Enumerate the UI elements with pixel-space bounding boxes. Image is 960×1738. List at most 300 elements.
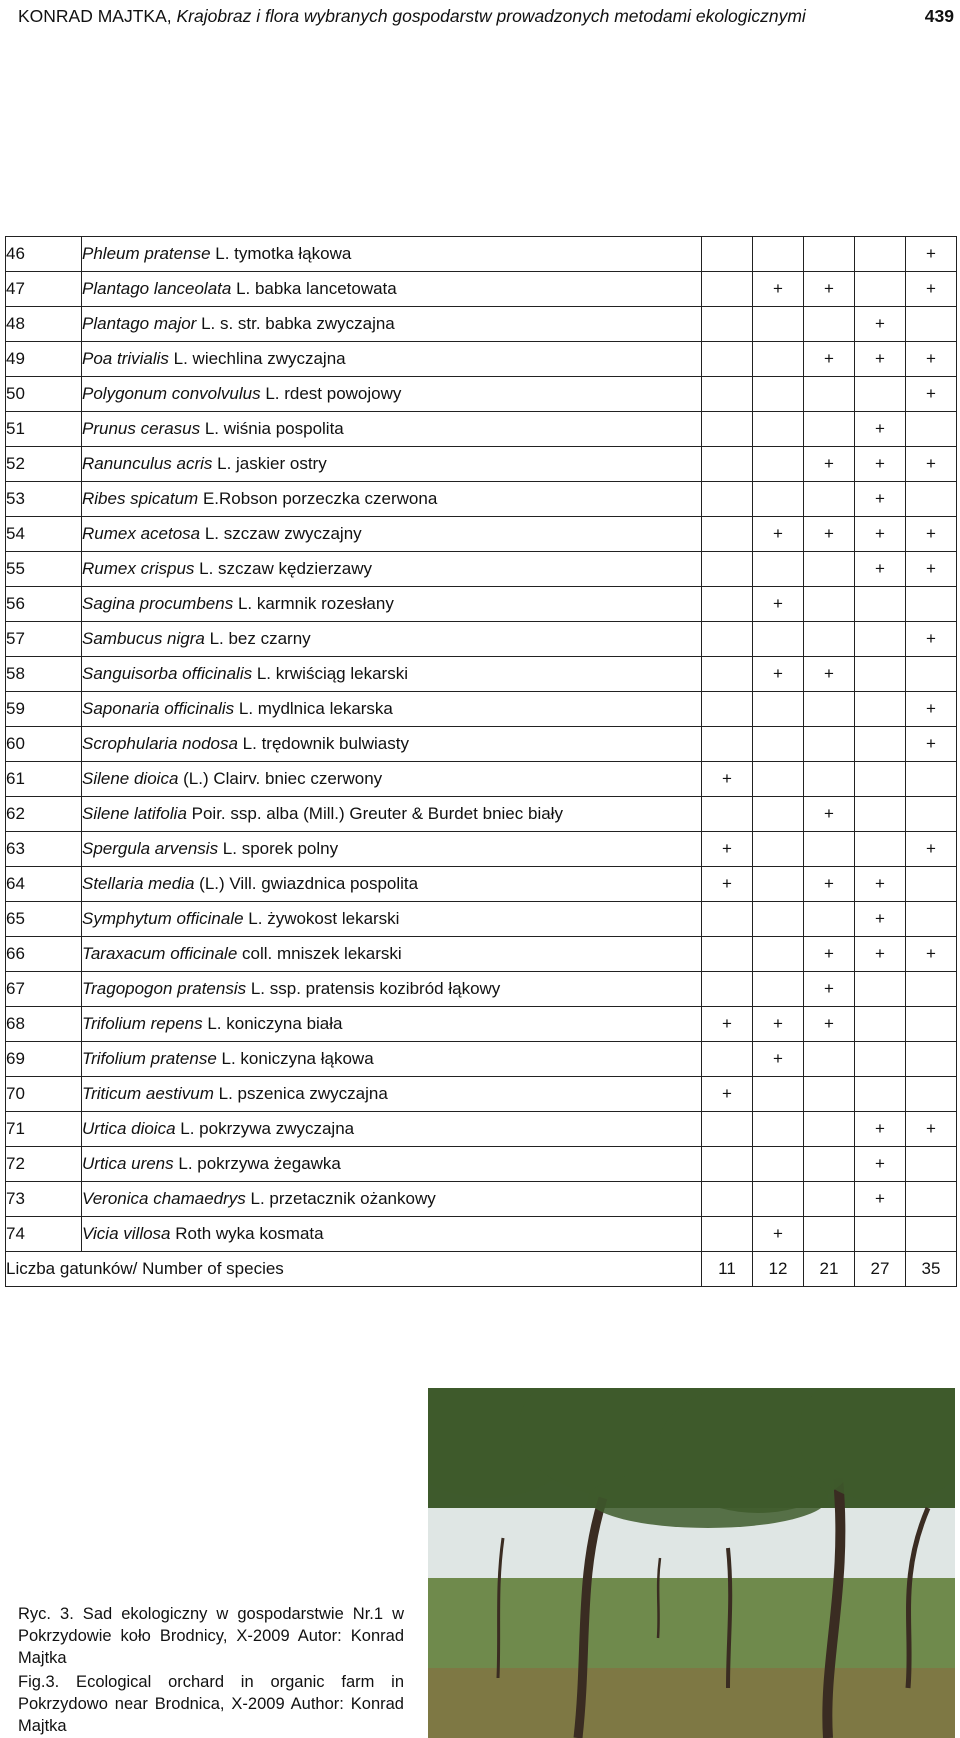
presence-mark-farm-4 bbox=[855, 832, 906, 867]
species-authority-and-common-name: L. pszenica zwyczajna bbox=[213, 1084, 388, 1103]
species-latin-name: Tragopogon pratensis bbox=[82, 979, 247, 998]
presence-mark-farm-4: + bbox=[855, 412, 906, 447]
presence-mark-farm-1 bbox=[702, 692, 753, 727]
species-authority-and-common-name: L. krwiściąg lekarski bbox=[252, 664, 408, 683]
species-name bbox=[82, 1182, 702, 1217]
presence-mark-farm-4 bbox=[855, 1042, 906, 1077]
table-row bbox=[6, 517, 957, 552]
species-latin-name: Spergula arvensis bbox=[82, 839, 219, 858]
table-row bbox=[6, 937, 957, 972]
presence-mark-farm-2 bbox=[753, 692, 804, 727]
presence-mark-farm-1 bbox=[702, 972, 753, 1007]
presence-mark-farm-3 bbox=[804, 1147, 855, 1182]
presence-mark-farm-4 bbox=[855, 797, 906, 832]
presence-mark-farm-5 bbox=[906, 307, 957, 342]
species-name bbox=[82, 412, 702, 447]
summary-count-1: 11 bbox=[702, 1252, 753, 1287]
presence-mark-farm-1 bbox=[702, 622, 753, 657]
species-authority-and-common-name: L. s. str. babka zwyczajna bbox=[196, 314, 395, 333]
running-header bbox=[18, 2, 954, 30]
presence-mark-farm-2 bbox=[753, 1077, 804, 1112]
table-row bbox=[6, 727, 957, 762]
presence-mark-farm-5 bbox=[906, 587, 957, 622]
presence-mark-farm-1 bbox=[702, 797, 753, 832]
summary-label: Liczba gatunków/ Number of species bbox=[6, 1252, 702, 1287]
species-latin-name: Silene latifolia bbox=[82, 804, 187, 823]
species-latin-name: Polygonum convolvulus bbox=[82, 384, 261, 403]
species-latin-name: Scrophularia nodosa bbox=[82, 734, 238, 753]
orchard-photo bbox=[428, 1388, 955, 1738]
species-latin-name: Taraxacum officinale bbox=[82, 944, 238, 963]
presence-mark-farm-1 bbox=[702, 937, 753, 972]
presence-mark-farm-4 bbox=[855, 692, 906, 727]
table-row bbox=[6, 307, 957, 342]
species-table bbox=[5, 236, 957, 1287]
species-authority-and-common-name: L. przetacznik ożankowy bbox=[245, 1189, 436, 1208]
table-row bbox=[6, 1007, 957, 1042]
row-number: 73 bbox=[6, 1182, 82, 1217]
species-latin-name: Prunus cerasus bbox=[82, 419, 201, 438]
table-row bbox=[6, 1217, 957, 1252]
row-number: 54 bbox=[6, 517, 82, 552]
presence-mark-farm-4 bbox=[855, 1007, 906, 1042]
presence-mark-farm-5 bbox=[906, 1182, 957, 1217]
row-number: 50 bbox=[6, 377, 82, 412]
presence-mark-farm-2 bbox=[753, 797, 804, 832]
row-number: 59 bbox=[6, 692, 82, 727]
row-number: 64 bbox=[6, 867, 82, 902]
presence-mark-farm-4: + bbox=[855, 517, 906, 552]
tree-canopy bbox=[588, 1468, 828, 1528]
species-name bbox=[82, 622, 702, 657]
species-authority-and-common-name: L. żywokost lekarski bbox=[243, 909, 400, 928]
summary-count-2: 12 bbox=[753, 1252, 804, 1287]
table-row bbox=[6, 1147, 957, 1182]
species-name bbox=[82, 1217, 702, 1252]
presence-mark-farm-3: + bbox=[804, 447, 855, 482]
presence-mark-farm-4: + bbox=[855, 1112, 906, 1147]
presence-mark-farm-4: + bbox=[855, 1182, 906, 1217]
presence-mark-farm-1 bbox=[702, 482, 753, 517]
species-authority-and-common-name: (L.) Vill. gwiazdnica pospolita bbox=[194, 874, 419, 893]
presence-mark-farm-5: + bbox=[906, 552, 957, 587]
presence-mark-farm-5: + bbox=[906, 622, 957, 657]
species-authority-and-common-name: L. sporek polny bbox=[218, 839, 339, 858]
species-latin-name: Stellaria media bbox=[82, 874, 195, 893]
presence-mark-farm-4 bbox=[855, 972, 906, 1007]
table-row bbox=[6, 237, 957, 272]
presence-mark-farm-2 bbox=[753, 482, 804, 517]
presence-mark-farm-2 bbox=[753, 237, 804, 272]
presence-mark-farm-4 bbox=[855, 727, 906, 762]
species-name bbox=[82, 867, 702, 902]
species-latin-name: Triticum aestivum bbox=[82, 1084, 214, 1103]
species-latin-name: Symphytum officinale bbox=[82, 909, 244, 928]
presence-mark-farm-5 bbox=[906, 867, 957, 902]
summary-row bbox=[6, 1252, 957, 1287]
presence-mark-farm-4: + bbox=[855, 307, 906, 342]
table-row bbox=[6, 412, 957, 447]
presence-mark-farm-1 bbox=[702, 657, 753, 692]
presence-mark-farm-3 bbox=[804, 1112, 855, 1147]
table-row bbox=[6, 622, 957, 657]
presence-mark-farm-5 bbox=[906, 902, 957, 937]
table-row bbox=[6, 342, 957, 377]
species-latin-name: Phleum pratense bbox=[82, 244, 211, 263]
species-authority-and-common-name: L. szczaw kędzierzawy bbox=[194, 559, 373, 578]
species-authority-and-common-name: L. pokrzywa zwyczajna bbox=[175, 1119, 355, 1138]
presence-mark-farm-3 bbox=[804, 237, 855, 272]
table-row bbox=[6, 832, 957, 867]
presence-mark-farm-3: + bbox=[804, 867, 855, 902]
row-number: 72 bbox=[6, 1147, 82, 1182]
presence-mark-farm-4: + bbox=[855, 902, 906, 937]
presence-mark-farm-5: + bbox=[906, 517, 957, 552]
presence-mark-farm-2: + bbox=[753, 657, 804, 692]
row-number: 60 bbox=[6, 727, 82, 762]
species-name bbox=[82, 1042, 702, 1077]
species-name bbox=[82, 1112, 702, 1147]
presence-mark-farm-3 bbox=[804, 1217, 855, 1252]
presence-mark-farm-2 bbox=[753, 972, 804, 1007]
presence-mark-farm-1: + bbox=[702, 867, 753, 902]
species-name bbox=[82, 1077, 702, 1112]
presence-mark-farm-4: + bbox=[855, 552, 906, 587]
presence-mark-farm-3 bbox=[804, 552, 855, 587]
presence-mark-farm-4: + bbox=[855, 867, 906, 902]
presence-mark-farm-3 bbox=[804, 587, 855, 622]
species-name bbox=[82, 272, 702, 307]
species-name bbox=[82, 342, 702, 377]
presence-mark-farm-1 bbox=[702, 447, 753, 482]
presence-mark-farm-1: + bbox=[702, 1007, 753, 1042]
row-number: 67 bbox=[6, 972, 82, 1007]
presence-mark-farm-5: + bbox=[906, 447, 957, 482]
presence-mark-farm-1 bbox=[702, 902, 753, 937]
species-name bbox=[82, 377, 702, 412]
presence-mark-farm-5 bbox=[906, 762, 957, 797]
presence-mark-farm-1 bbox=[702, 307, 753, 342]
species-latin-name: Sanguisorba officinalis bbox=[82, 664, 253, 683]
presence-mark-farm-4 bbox=[855, 377, 906, 412]
presence-mark-farm-2: + bbox=[753, 1042, 804, 1077]
presence-mark-farm-5 bbox=[906, 1007, 957, 1042]
presence-mark-farm-3 bbox=[804, 832, 855, 867]
species-authority-and-common-name: L. karmnik rozesłany bbox=[233, 594, 394, 613]
row-number: 56 bbox=[6, 587, 82, 622]
table-row bbox=[6, 1042, 957, 1077]
species-name bbox=[82, 447, 702, 482]
presence-mark-farm-2 bbox=[753, 412, 804, 447]
page-number: 439 bbox=[924, 6, 954, 26]
presence-mark-farm-4 bbox=[855, 762, 906, 797]
presence-mark-farm-3: + bbox=[804, 797, 855, 832]
species-table-body bbox=[6, 237, 957, 1287]
presence-mark-farm-3 bbox=[804, 902, 855, 937]
presence-mark-farm-5 bbox=[906, 412, 957, 447]
table-row bbox=[6, 657, 957, 692]
species-latin-name: Silene dioica bbox=[82, 769, 179, 788]
species-authority-and-common-name: L. pokrzywa żegawka bbox=[173, 1154, 341, 1173]
species-authority-and-common-name: L. szczaw zwyczajny bbox=[200, 524, 362, 543]
row-number: 65 bbox=[6, 902, 82, 937]
species-latin-name: Urtica urens bbox=[82, 1154, 174, 1173]
presence-mark-farm-5 bbox=[906, 1217, 957, 1252]
species-latin-name: Veronica chamaedrys bbox=[82, 1189, 246, 1208]
row-number: 48 bbox=[6, 307, 82, 342]
presence-mark-farm-5: + bbox=[906, 832, 957, 867]
row-number: 74 bbox=[6, 1217, 82, 1252]
species-name bbox=[82, 692, 702, 727]
presence-mark-farm-2 bbox=[753, 377, 804, 412]
presence-mark-farm-2 bbox=[753, 447, 804, 482]
table-row bbox=[6, 482, 957, 517]
header-title: Krajobraz i flora wybranych gospodarstw prowadzonych metodami ekologicznymi bbox=[176, 6, 806, 26]
presence-mark-farm-1 bbox=[702, 1217, 753, 1252]
orchard-photo-drawing bbox=[428, 1388, 955, 1738]
summary-count-4: 27 bbox=[855, 1252, 906, 1287]
row-number: 69 bbox=[6, 1042, 82, 1077]
summary-count-3: 21 bbox=[804, 1252, 855, 1287]
presence-mark-farm-4 bbox=[855, 237, 906, 272]
presence-mark-farm-3 bbox=[804, 1182, 855, 1217]
presence-mark-farm-5: + bbox=[906, 727, 957, 762]
presence-mark-farm-4 bbox=[855, 587, 906, 622]
species-authority-and-common-name: L. rdest powojowy bbox=[260, 384, 402, 403]
row-number: 51 bbox=[6, 412, 82, 447]
presence-mark-farm-3 bbox=[804, 412, 855, 447]
presence-mark-farm-3 bbox=[804, 727, 855, 762]
species-latin-name: Saponaria officinalis bbox=[82, 699, 235, 718]
row-number: 70 bbox=[6, 1077, 82, 1112]
row-number: 63 bbox=[6, 832, 82, 867]
presence-mark-farm-5 bbox=[906, 1147, 957, 1182]
figure-caption-polish: Ryc. 3. Sad ekologiczny w gospodarstwie Nr.1 w Pokrzydowie koło Brodnicy, X-2009 Autor: Konrad Majtka bbox=[18, 1605, 404, 1667]
presence-mark-farm-4: + bbox=[855, 342, 906, 377]
row-number: 47 bbox=[6, 272, 82, 307]
presence-mark-farm-1 bbox=[702, 237, 753, 272]
presence-mark-farm-2 bbox=[753, 1112, 804, 1147]
presence-mark-farm-3 bbox=[804, 762, 855, 797]
presence-mark-farm-3: + bbox=[804, 657, 855, 692]
species-latin-name: Trifolium repens bbox=[82, 1014, 203, 1033]
presence-mark-farm-1 bbox=[702, 1182, 753, 1217]
presence-mark-farm-2 bbox=[753, 867, 804, 902]
species-name bbox=[82, 482, 702, 517]
species-authority-and-common-name: L. tymotka łąkowa bbox=[210, 244, 352, 263]
species-authority-and-common-name: L. bez czarny bbox=[204, 629, 311, 648]
presence-mark-farm-2: + bbox=[753, 272, 804, 307]
species-name bbox=[82, 762, 702, 797]
species-name bbox=[82, 727, 702, 762]
presence-mark-farm-1 bbox=[702, 1042, 753, 1077]
presence-mark-farm-4 bbox=[855, 1217, 906, 1252]
presence-mark-farm-2 bbox=[753, 762, 804, 797]
presence-mark-farm-3 bbox=[804, 1077, 855, 1112]
row-number: 62 bbox=[6, 797, 82, 832]
species-authority-and-common-name: Roth wyka kosmata bbox=[170, 1224, 324, 1243]
species-latin-name: Rumex acetosa bbox=[82, 524, 201, 543]
presence-mark-farm-1 bbox=[702, 342, 753, 377]
species-name bbox=[82, 587, 702, 622]
species-name bbox=[82, 517, 702, 552]
presence-mark-farm-2: + bbox=[753, 517, 804, 552]
presence-mark-farm-5: + bbox=[906, 692, 957, 727]
presence-mark-farm-2 bbox=[753, 832, 804, 867]
presence-mark-farm-1 bbox=[702, 272, 753, 307]
row-number: 61 bbox=[6, 762, 82, 797]
presence-mark-farm-1 bbox=[702, 1147, 753, 1182]
table-row bbox=[6, 797, 957, 832]
presence-mark-farm-2 bbox=[753, 902, 804, 937]
presence-mark-farm-1: + bbox=[702, 762, 753, 797]
presence-mark-farm-2 bbox=[753, 307, 804, 342]
species-latin-name: Ranunculus acris bbox=[82, 454, 213, 473]
row-number: 57 bbox=[6, 622, 82, 657]
presence-mark-farm-2 bbox=[753, 342, 804, 377]
presence-mark-farm-2 bbox=[753, 552, 804, 587]
species-authority-and-common-name: L. koniczyna biała bbox=[202, 1014, 343, 1033]
species-name bbox=[82, 1007, 702, 1042]
species-authority-and-common-name: coll. mniszek lekarski bbox=[237, 944, 402, 963]
presence-mark-farm-5: + bbox=[906, 237, 957, 272]
presence-mark-farm-3: + bbox=[804, 272, 855, 307]
presence-mark-farm-3: + bbox=[804, 1007, 855, 1042]
row-number: 58 bbox=[6, 657, 82, 692]
presence-mark-farm-3 bbox=[804, 307, 855, 342]
presence-mark-farm-2 bbox=[753, 1147, 804, 1182]
figure-caption-english: Fig.3. Ecological orchard in organic farm in Pokrzydowo near Brodnica, X-2009 Author: Konrad Majtka bbox=[18, 1673, 404, 1735]
presence-mark-farm-5 bbox=[906, 1042, 957, 1077]
presence-mark-farm-1 bbox=[702, 1112, 753, 1147]
presence-mark-farm-5 bbox=[906, 797, 957, 832]
tree-trunk bbox=[728, 1548, 730, 1688]
species-latin-name: Plantago lanceolata bbox=[82, 279, 232, 298]
presence-mark-farm-4 bbox=[855, 622, 906, 657]
table-row bbox=[6, 1077, 957, 1112]
presence-mark-farm-1 bbox=[702, 552, 753, 587]
presence-mark-farm-5: + bbox=[906, 272, 957, 307]
table-row bbox=[6, 447, 957, 482]
table-row bbox=[6, 902, 957, 937]
species-latin-name: Rumex crispus bbox=[82, 559, 195, 578]
presence-mark-farm-4: + bbox=[855, 937, 906, 972]
presence-mark-farm-1: + bbox=[702, 832, 753, 867]
presence-mark-farm-3 bbox=[804, 377, 855, 412]
presence-mark-farm-5: + bbox=[906, 1112, 957, 1147]
presence-mark-farm-3 bbox=[804, 622, 855, 657]
presence-mark-farm-3 bbox=[804, 482, 855, 517]
table-row bbox=[6, 692, 957, 727]
species-name bbox=[82, 797, 702, 832]
presence-mark-farm-2 bbox=[753, 622, 804, 657]
species-authority-and-common-name: L. wiechlina zwyczajna bbox=[168, 349, 346, 368]
species-authority-and-common-name: L. wiśnia pospolita bbox=[200, 419, 344, 438]
species-latin-name: Vicia villosa bbox=[82, 1224, 171, 1243]
species-authority-and-common-name: L. babka lancetowata bbox=[231, 279, 397, 298]
presence-mark-farm-3 bbox=[804, 692, 855, 727]
species-name bbox=[82, 832, 702, 867]
presence-mark-farm-4: + bbox=[855, 1147, 906, 1182]
species-authority-and-common-name: L. trędownik bulwiasty bbox=[237, 734, 409, 753]
presence-mark-farm-1 bbox=[702, 587, 753, 622]
species-name bbox=[82, 937, 702, 972]
table-row bbox=[6, 1182, 957, 1217]
species-latin-name: Urtica dioica bbox=[82, 1119, 176, 1138]
presence-mark-farm-2 bbox=[753, 937, 804, 972]
species-authority-and-common-name: L. jaskier ostry bbox=[212, 454, 327, 473]
presence-mark-farm-2 bbox=[753, 1182, 804, 1217]
species-latin-name: Trifolium pratense bbox=[82, 1049, 217, 1068]
presence-mark-farm-2: + bbox=[753, 587, 804, 622]
species-name bbox=[82, 1147, 702, 1182]
presence-mark-farm-4: + bbox=[855, 447, 906, 482]
species-authority-and-common-name: Poir. ssp. alba (Mill.) Greuter & Burdet bniec biały bbox=[186, 804, 563, 823]
row-number: 55 bbox=[6, 552, 82, 587]
presence-mark-farm-5: + bbox=[906, 937, 957, 972]
presence-mark-farm-1: + bbox=[702, 1077, 753, 1112]
species-latin-name: Ribes spicatum bbox=[82, 489, 199, 508]
presence-mark-farm-1 bbox=[702, 377, 753, 412]
species-authority-and-common-name: L. mydlnica lekarska bbox=[234, 699, 393, 718]
presence-mark-farm-2: + bbox=[753, 1007, 804, 1042]
species-name bbox=[82, 972, 702, 1007]
presence-mark-farm-5 bbox=[906, 972, 957, 1007]
species-latin-name: Sagina procumbens bbox=[82, 594, 234, 613]
presence-mark-farm-4 bbox=[855, 1077, 906, 1112]
species-name bbox=[82, 307, 702, 342]
row-number: 49 bbox=[6, 342, 82, 377]
row-number: 68 bbox=[6, 1007, 82, 1042]
row-number: 53 bbox=[6, 482, 82, 517]
presence-mark-farm-3: + bbox=[804, 972, 855, 1007]
presence-mark-farm-4 bbox=[855, 657, 906, 692]
table-row bbox=[6, 762, 957, 797]
presence-mark-farm-5 bbox=[906, 482, 957, 517]
table-row bbox=[6, 552, 957, 587]
header-author: KONRAD MAJTKA, bbox=[18, 6, 177, 26]
row-number: 66 bbox=[6, 937, 82, 972]
species-name bbox=[82, 552, 702, 587]
presence-mark-farm-4 bbox=[855, 272, 906, 307]
presence-mark-farm-5: + bbox=[906, 342, 957, 377]
row-number: 71 bbox=[6, 1112, 82, 1147]
species-authority-and-common-name: (L.) Clairv. bniec czerwony bbox=[178, 769, 383, 788]
row-number: 46 bbox=[6, 237, 82, 272]
presence-mark-farm-3 bbox=[804, 1042, 855, 1077]
table-row bbox=[6, 587, 957, 622]
presence-mark-farm-1 bbox=[702, 412, 753, 447]
presence-mark-farm-3: + bbox=[804, 342, 855, 377]
presence-mark-farm-4: + bbox=[855, 482, 906, 517]
table-row bbox=[6, 272, 957, 307]
species-latin-name: Sambucus nigra bbox=[82, 629, 205, 648]
table-row bbox=[6, 377, 957, 412]
presence-mark-farm-5 bbox=[906, 1077, 957, 1112]
presence-mark-farm-3: + bbox=[804, 937, 855, 972]
species-authority-and-common-name: E.Robson porzeczka czerwona bbox=[198, 489, 438, 508]
table-row bbox=[6, 972, 957, 1007]
table-row bbox=[6, 867, 957, 902]
presence-mark-farm-2: + bbox=[753, 1217, 804, 1252]
presence-mark-farm-1 bbox=[702, 517, 753, 552]
species-latin-name: Poa trivialis bbox=[82, 349, 169, 368]
presence-mark-farm-5: + bbox=[906, 377, 957, 412]
photo-leaf-litter bbox=[428, 1668, 955, 1738]
species-name bbox=[82, 902, 702, 937]
species-name bbox=[82, 657, 702, 692]
presence-mark-farm-2 bbox=[753, 727, 804, 762]
